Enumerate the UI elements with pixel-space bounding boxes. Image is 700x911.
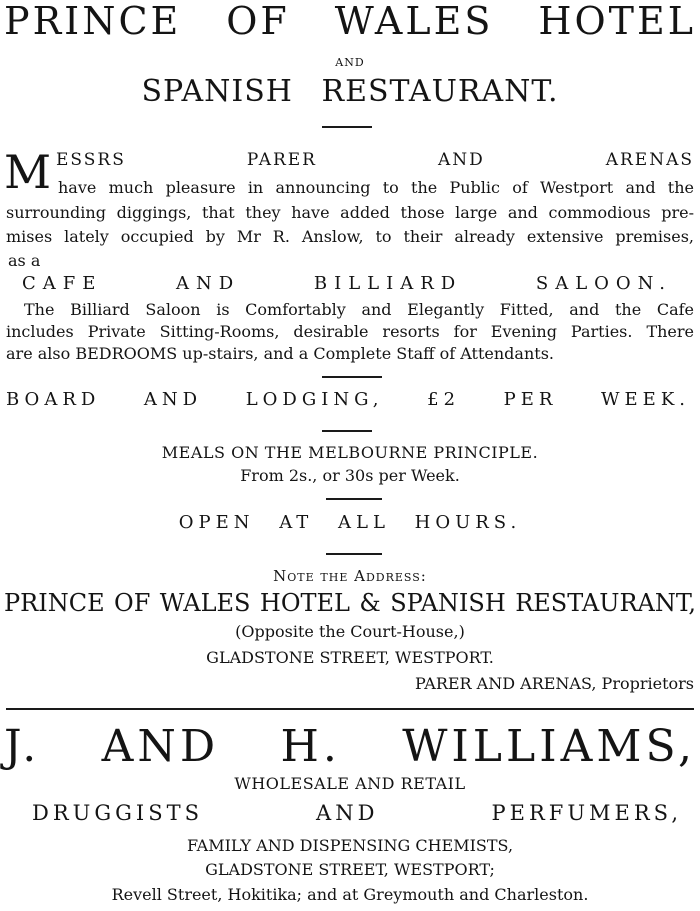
open-hours: OPEN AT ALL HOURS. xyxy=(178,512,522,533)
cafe-heading: CAFE AND BILLIARD SALOON. xyxy=(22,273,672,294)
opening-line: ESSRS PARER AND ARENAS xyxy=(56,150,694,170)
williams-title: J. AND H. WILLIAMS, xyxy=(4,721,696,772)
description-line-1: The Billiard Saloon is Comfortably and Elegantly Fitted, and the Cafe xyxy=(24,300,694,319)
description-line-3: are also BEDROOMS up-stairs, and a Complete Staff of Attendants. xyxy=(6,344,554,363)
note-address: Note the Address: xyxy=(273,567,427,585)
branches-line: Revell Street, Hokitika; and at Greymouth and Charleston. xyxy=(111,885,589,904)
street-line: GLADSTONE STREET, WESTPORT. xyxy=(206,648,494,667)
address-title: PRINCE OF WALES HOTEL & SPANISH RESTAURANT, xyxy=(4,589,696,617)
description-line-2: includes Private Sitting-Rooms, desirable resorts for Evening Parties. There xyxy=(6,322,694,341)
restaurant-subtitle: SPANISH RESTAURANT. xyxy=(141,74,559,109)
divider xyxy=(326,498,382,500)
meals-line: MEALS ON THE MELBOURNE PRINCIPLE. xyxy=(161,443,539,462)
divider xyxy=(326,553,382,555)
board-and-lodging: BOARD AND LODGING, £2 PER WEEK. xyxy=(6,389,690,410)
divider xyxy=(322,430,372,432)
and-line: AND xyxy=(335,56,365,69)
hotel-title: PRINCE OF WALES HOTEL xyxy=(4,0,696,43)
divider xyxy=(322,376,382,378)
body-line-4: as a xyxy=(8,251,41,270)
section-divider xyxy=(6,708,694,710)
body-line-1: have much pleasure in announcing to the Public of Westport and the xyxy=(58,178,694,197)
body-line-3: mises lately occupied by Mr R. Anslow, to their already extensive premises, xyxy=(6,227,694,246)
williams-address: GLADSTONE STREET, WESTPORT; xyxy=(205,860,495,879)
chemists-line: FAMILY AND DISPENSING CHEMISTS, xyxy=(186,836,514,855)
profession-line: DRUGGISTS AND PERFUMERS, xyxy=(32,801,682,825)
divider xyxy=(322,126,372,128)
trade-line: WHOLESALE AND RETAIL xyxy=(234,774,466,793)
proprietors-line: PARER AND ARENAS, Proprietors xyxy=(414,674,694,693)
body-line-2: surrounding diggings, that they have added those large and commodious pre- xyxy=(6,203,694,222)
price-line: From 2s., or 30s per Week. xyxy=(240,466,460,485)
drop-cap: M xyxy=(4,145,52,199)
opposite-line: (Opposite the Court-House,) xyxy=(235,622,465,641)
